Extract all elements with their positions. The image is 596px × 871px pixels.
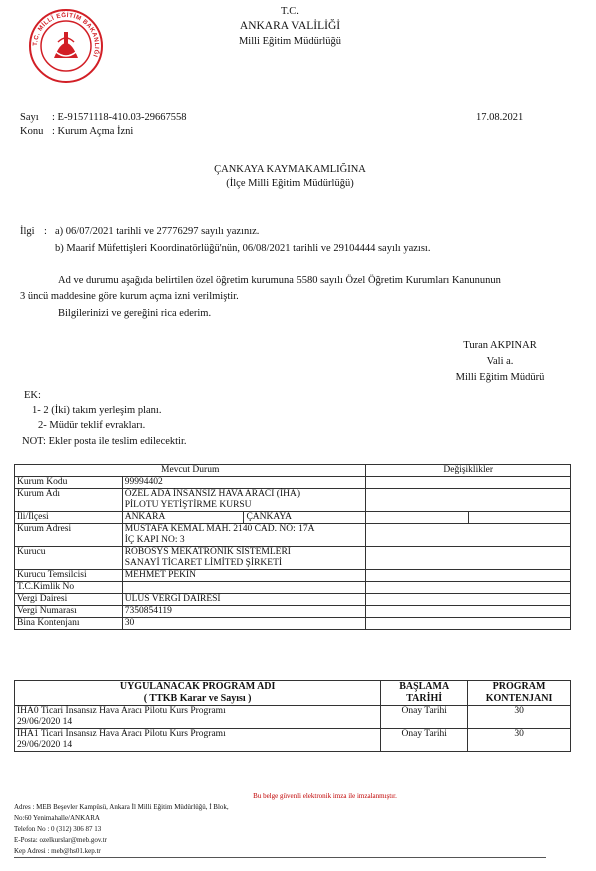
header-mudurluk: Milli Eğitim Müdürlüğü bbox=[238, 36, 342, 47]
logo-ring-text: T.C. MİLLÎ EĞİTİM BAKANLIĞI bbox=[31, 11, 101, 59]
program-start: Onay Tarihi bbox=[381, 706, 468, 729]
program-table bbox=[14, 680, 571, 752]
header-program-line1: UYGULANACAK PROGRAM ADI bbox=[119, 681, 276, 692]
row-label: Vergi Dairesi bbox=[15, 594, 123, 606]
program-quota: 30 bbox=[468, 706, 571, 729]
row-value bbox=[122, 547, 366, 570]
table-row bbox=[15, 582, 571, 594]
row-value bbox=[122, 524, 366, 547]
footer-email: E-Posta: ozelkurslar@meb.gov.tr bbox=[14, 836, 107, 844]
program-quota: 30 bbox=[468, 729, 571, 752]
program-start: Onay Tarihi bbox=[381, 729, 468, 752]
row-value: 30 bbox=[122, 618, 366, 630]
row-value-district: ÇANKAYA bbox=[244, 512, 366, 524]
row-label: İli/İlçesi bbox=[15, 512, 123, 524]
row-label: T.C.Kimlik No bbox=[15, 582, 123, 594]
table-row bbox=[15, 489, 571, 512]
signature-title1: Vali a. bbox=[486, 356, 514, 367]
konu-value: : Kurum Açma İzni bbox=[52, 126, 134, 137]
row-label: Kurucu bbox=[15, 547, 123, 570]
table-row bbox=[15, 547, 571, 570]
header-start-line1: BAŞLAMA bbox=[399, 681, 450, 692]
footer-divider bbox=[14, 857, 546, 858]
table-row bbox=[15, 594, 571, 606]
program-table-header bbox=[15, 681, 571, 706]
esign-notice: Bu belge güvenli elektronik imza ile imzalanmıştır. bbox=[253, 792, 397, 800]
sayi-label: Sayı bbox=[20, 112, 39, 123]
row-value bbox=[122, 582, 366, 594]
program-name: İHA1 Ticari İnsansız Hava Aracı Pilotu Kurs Programı bbox=[17, 729, 226, 739]
ilgi-colon: : bbox=[44, 226, 47, 237]
row-value-line1: MUSTAFA KEMAL MAH. 2140 CAD. NO: 17A bbox=[124, 524, 315, 534]
attachment-item-1: 1- 2 (İki) takım yerleşim planı. bbox=[32, 405, 162, 416]
row-value: 7350854119 bbox=[122, 606, 366, 618]
attachment-item-2: 2- Müdür teklif evrakları. bbox=[38, 420, 146, 431]
header-program-line2: ( TTKB Karar ve Sayısı ) bbox=[143, 693, 252, 704]
table-header-row bbox=[15, 465, 571, 477]
row-change-district bbox=[468, 512, 570, 524]
konu-label: Konu bbox=[20, 126, 44, 137]
row-value-province: ANKARA bbox=[122, 512, 244, 524]
body-p2: Bilgilerinizi ve gereğini rica ederim. bbox=[58, 308, 212, 319]
footer-address1: Adres : MEB Beşevler Kampüsü, Ankara İl Milli Eğitim Müdürlüğü, İ Blok, bbox=[14, 803, 229, 811]
row-label: Kurum Adresi bbox=[15, 524, 123, 547]
row-change bbox=[366, 547, 571, 570]
institution-info-table bbox=[14, 464, 571, 630]
ilgi-a: a) 06/07/2021 tarihli ve 27776297 sayılı yazınız. bbox=[55, 226, 260, 237]
row-value: 99994402 bbox=[122, 477, 366, 489]
row-change bbox=[366, 477, 571, 489]
ilgi-b: b) Maarif Müfettişleri Koordinatörlüğü'nün, 06/08/2021 tarihli ve 29104444 sayılı yazısı. bbox=[55, 243, 431, 254]
program-name: İHA0 Ticari İnsansız Hava Aracı Pilotu Kurs Programı bbox=[17, 706, 226, 716]
program-decision: 29/06/2020 14 bbox=[17, 717, 73, 727]
row-value-line1: ÖZEL ADA İNSANSIZ HAVA ARACI (İHA) bbox=[124, 489, 301, 499]
footer-kep: Kep Adresi : meb@hs01.kep.tr bbox=[14, 847, 101, 855]
attachments-note: NOT: Ekler posta ile teslim edilecektir. bbox=[22, 436, 187, 447]
row-value bbox=[122, 489, 366, 512]
table-row bbox=[15, 512, 571, 524]
row-value-line2: İÇ KAPI NO: 3 bbox=[124, 535, 185, 545]
table-row bbox=[15, 706, 571, 729]
row-change bbox=[366, 570, 571, 582]
program-name-cell bbox=[15, 706, 381, 729]
row-value: MEHMET PEKİN bbox=[122, 570, 366, 582]
row-label: Bina Kontenjanı bbox=[15, 618, 123, 630]
row-value-line2: SANAYİ TİCARET LİMİTED ŞİRKETİ bbox=[124, 558, 283, 568]
row-change bbox=[366, 594, 571, 606]
header-quota bbox=[468, 681, 571, 706]
attachments-label: EK: bbox=[24, 390, 41, 401]
table-row bbox=[15, 570, 571, 582]
header-current-status: Mevcut Durum bbox=[15, 465, 366, 477]
row-change bbox=[366, 618, 571, 630]
header-quota-line1: PROGRAM bbox=[492, 681, 546, 692]
row-value: ULUS VERGİ DAİRESİ bbox=[122, 594, 366, 606]
row-label: Kurum Kodu bbox=[15, 477, 123, 489]
meb-logo bbox=[28, 8, 104, 84]
header-tc: T.C. bbox=[281, 6, 299, 17]
header-quota-line2: KONTENJANI bbox=[485, 693, 553, 704]
body-p1-line2: 3 üncü maddesine göre kurum açma izni verilmiştir. bbox=[20, 291, 239, 302]
header-start-line2: TARİHİ bbox=[406, 693, 443, 704]
row-change bbox=[366, 524, 571, 547]
row-change bbox=[366, 606, 571, 618]
table-row bbox=[15, 477, 571, 489]
table-row bbox=[15, 729, 571, 752]
row-change-province bbox=[366, 512, 468, 524]
footer-phone: Telefon No : 0 (312) 306 87 13 bbox=[14, 825, 102, 833]
ilgi-label: İlgi bbox=[20, 226, 35, 237]
row-label: Kurucu Temsilcisi bbox=[15, 570, 123, 582]
row-value-line1: ROBOSYS MEKATRONİK SİSTEMLERİ bbox=[124, 547, 291, 557]
signature-title2: Milli Eğitim Müdürü bbox=[455, 372, 545, 383]
row-label: Kurum Adı bbox=[15, 489, 123, 512]
footer-address2: No:60 Yenimahalle/ANKARA bbox=[14, 814, 100, 822]
header-changes: Değişiklikler bbox=[366, 465, 571, 477]
sayi-value: : E-91571118-410.03-29667558 bbox=[52, 112, 187, 123]
document-date: 17.08.2021 bbox=[476, 112, 524, 123]
program-name-cell bbox=[15, 729, 381, 752]
table-row bbox=[15, 618, 571, 630]
table-row bbox=[15, 606, 571, 618]
program-decision: 29/06/2020 14 bbox=[17, 740, 73, 750]
header-program-name bbox=[15, 681, 381, 706]
recipient-line2: (İlçe Milli Eğitim Müdürlüğü) bbox=[226, 178, 354, 189]
row-label: Vergi Numarası bbox=[15, 606, 123, 618]
header-valilik: ANKARA VALİLİĞİ bbox=[239, 20, 341, 32]
row-value-line2: PİLOTU YETİŞTİRME KURSU bbox=[124, 500, 252, 510]
row-change bbox=[366, 582, 571, 594]
table-row bbox=[15, 524, 571, 547]
recipient-line1: ÇANKAYA KAYMAKAMLIĞINA bbox=[214, 164, 366, 175]
signature-name: Turan AKPINAR bbox=[463, 340, 537, 351]
body-p1-line1: Ad ve durumu aşağıda belirtilen özel öğretim kurumuna 5580 sayılı Özel Öğretim Kurumları Kanununun bbox=[58, 275, 501, 286]
row-change bbox=[366, 489, 571, 512]
header-start-date bbox=[381, 681, 468, 706]
